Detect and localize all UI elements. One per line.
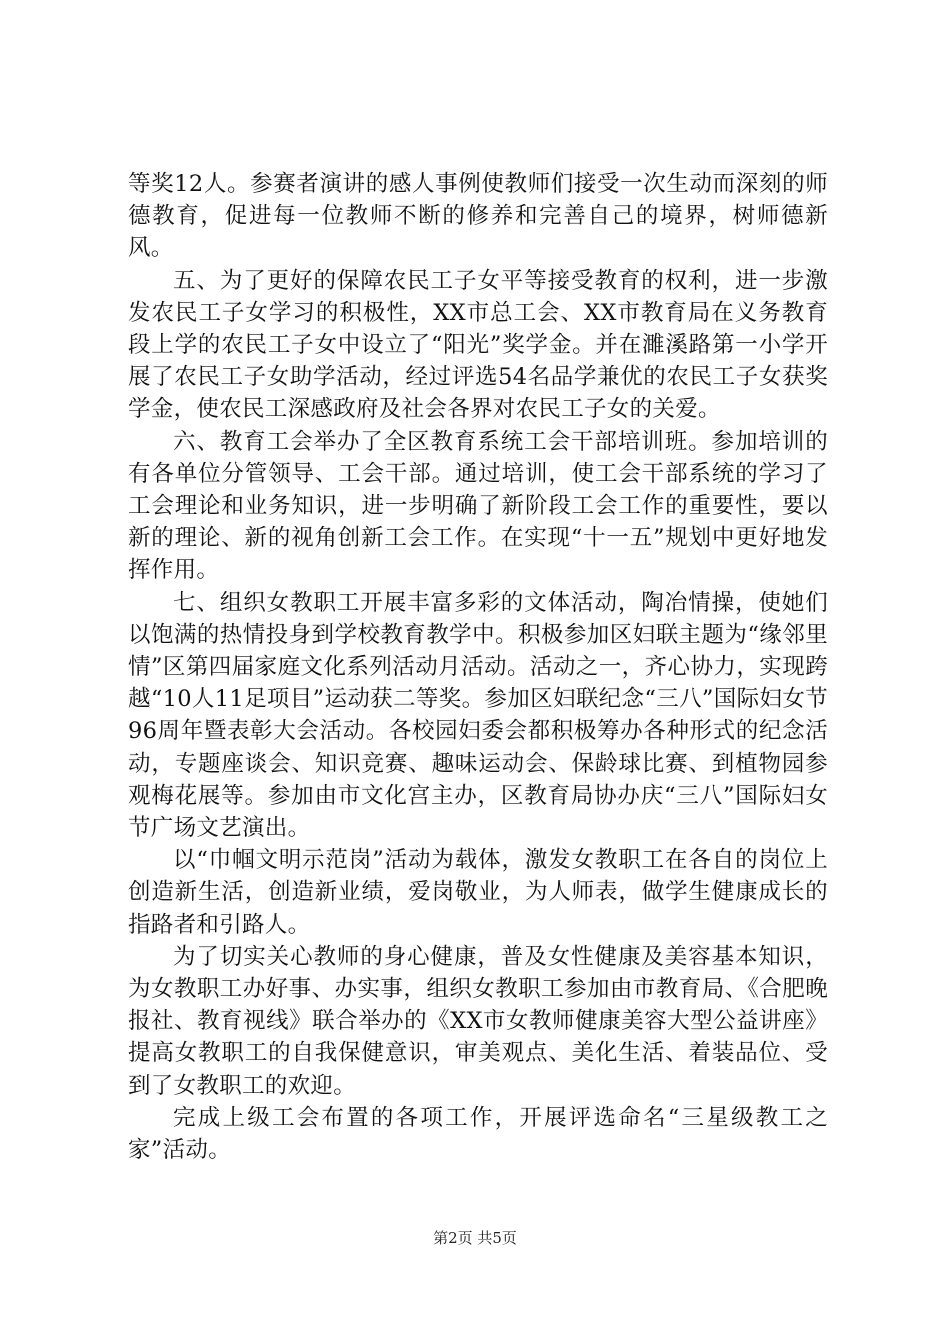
paragraph-health-lecture: 为了切实关心教师的身心健康，普及女性健康及美容基本知识，为女教职工办好事、办实事，组织女教职工参加由市教育局、《合肥晚报社、教育视线》联合举办的《XX市女教师健康美容大型公益讲座》提高女教职工的自我保健意识，审美观点、美化生活、着装品位、受到了女教职工的欢迎。 <box>128 943 828 1099</box>
paragraph-item-5: 五、为了更好的保障农民工子女平等接受教育的权利，进一步激发农民工子女学习的积极性，XX市总工会、XX市教育局在义务教育段上学的农民工子女中设立了“阳光”奖学金。并在濉溪路第一小学开展了农民工子女助学活动，经过评选54名品学兼优的农民工子女获奖学金，使农民工深感政府及社会各界对农民工子女的关爱。 <box>128 267 828 423</box>
paragraph-item-7: 七、组织女教职工开展丰富多彩的文体活动，陶冶情操，使她们以饱满的热情投身到学校教育教学中。积极参加区妇联主题为“缘邻里情”区第四届家庭文化系列活动月活动。活动之一，齐心协力，实现跨越“10人11足项目”运动获二等奖。参加区妇联纪念“三八”国际妇女节96周年暨表彰大会活动。各校园妇委会都积极筹办各种形式的纪念活动，专题座谈会、知识竞赛、趣味运动会、保龄球比赛、到植物园参观梅花展等。参加由市文化宫主办，区教育局协办庆“三八”国际妇女节广场文艺演出。 <box>128 589 828 842</box>
paragraph-teacher-home: 完成上级工会布置的各项工作，开展评选命名“三星级教工之家”活动。 <box>128 1104 828 1164</box>
paragraph-continuation: 等奖12人。参赛者演讲的感人事例使教师们接受一次生动而深刻的师德教育，促进每一位教师不断的修养和完善自己的境界，树师德新风。 <box>128 171 828 262</box>
document-body <box>128 168 828 1166</box>
page-number-footer: 第2页 共5页 <box>433 1229 517 1247</box>
paragraph-model-post: 以“巾帼文明示范岗”活动为载体，激发女教职工在各自的岗位上创造新生活，创造新业绩，爱岗敬业，为人师表，做学生健康成长的指路者和引路人。 <box>128 847 828 938</box>
paragraph-item-6: 六、教育工会举办了全区教育系统工会干部培训班。参加培训的有各单位分管领导、工会干部。通过培训，使工会干部系统的学习了工会理论和业务知识，进一步明确了新阶段工会工作的重要性，要以新的理论、新的视角创新工会工作。在实现“十一五”规划中更好地发挥作用。 <box>128 428 828 584</box>
